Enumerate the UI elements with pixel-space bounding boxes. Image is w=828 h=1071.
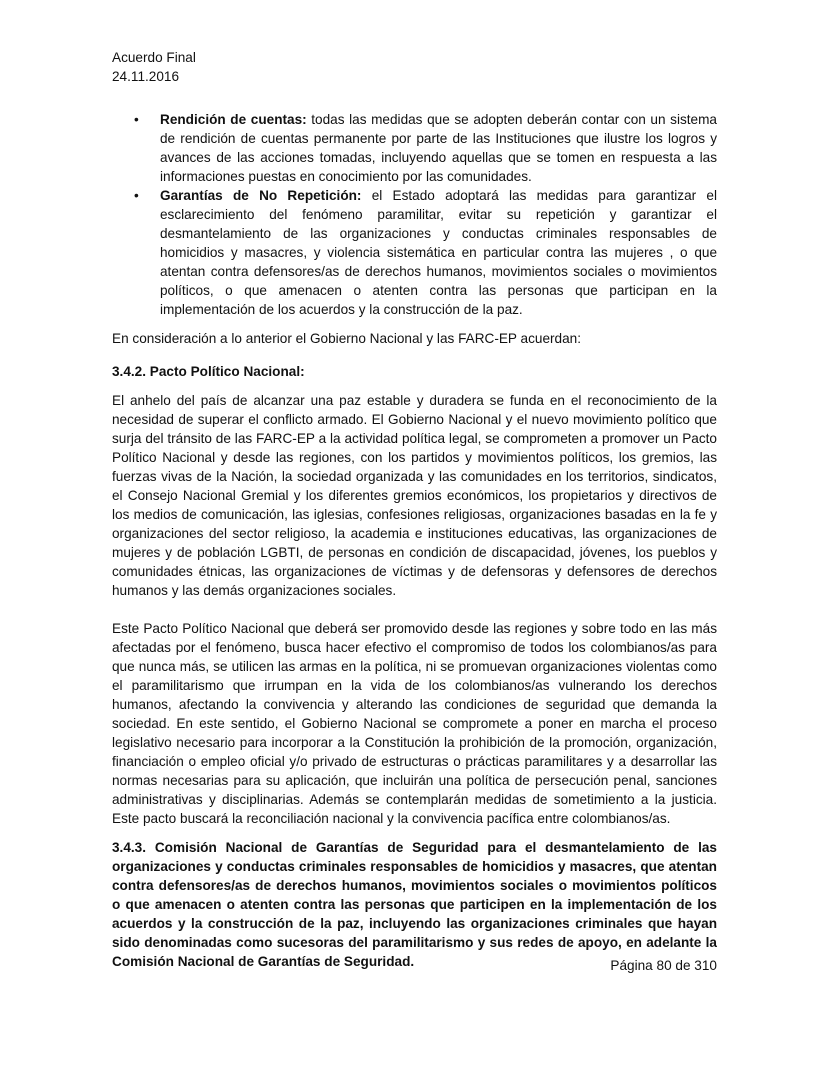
bullet-text: todas las medidas que se adopten deberán contar con un sistema de rendición de cuentas permanente por parte de las Instituciones que ilustre los logros y avances de las acciones tomadas, incluyendo aquellas que se tomen en respuesta a las informaciones puestas en conocimiento por las comunidades. [160, 112, 717, 184]
section-heading-343: 3.4.3. Comisión Nacional de Garantías de Seguridad para el desmantelamiento de las organizaciones y conductas criminales responsables de homicidios y masacres, que atentan contra defensores/as de derechos humanos, movimientos sociales o movimientos políticos o que amenacen o atenten contra las personas que participen en la implementación de los acuerdos y la construcción de la paz, incluyendo las organizaciones criminales que hayan sido denominadas como sucesoras del paramilitarismo y sus redes de apoyo, en adelante la Comisión Nacional de Garantías de Seguridad. [112, 840, 717, 969]
section-342-paragraph-2: Este Pacto Político Nacional que deberá ser promovido desde las regiones y sobre todo en las más afectadas por el fenómeno, busca hacer efectivo el compromiso de todos los colombianos/as para que nunca más, se utilicen las armas en la política, ni se promuevan organizaciones violentas como el paramilitarismo que irrumpan en la vida de los colombianos/as vulnerando los derechos humanos, afectando la convivencia y alterando las condiciones de seguridad que demanda la sociedad. En este sentido, el Gobierno Nacional se compromete a poner en marcha el proceso legislativo necesario para incorporar a la Constitución la prohibición de la promoción, organización, financiación o empleo oficial y/o privado de estructuras o prácticas paramilitares y a desarrollar las normas necesarias para su aplicación, que incluirán una política de persecución penal, sanciones administrativas y disciplinarias. Además se contemplarán medidas de sometimiento a la justicia. Este pacto buscará la reconciliación nacional y la convivencia pacífica entre colombianos/as. [112, 621, 717, 826]
bullet-list [112, 110, 717, 319]
bullet-term: Garantías de No Repetición: [160, 188, 362, 203]
bullet-icon: • [134, 188, 139, 203]
section-heading-342: 3.4.2. Pacto Político Nacional: [112, 364, 305, 379]
document-title: Acuerdo Final [112, 50, 196, 65]
intro-paragraph: En consideración a lo anterior el Gobierno Nacional y las FARC-EP acuerdan: [112, 331, 581, 346]
section-342-paragraph-1: El anhelo del país de alcanzar una paz estable y duradera se funda en el reconocimiento de la necesidad de superar el conflicto armado. El Gobierno Nacional y el nuevo movimiento político que surja del tránsito de las FARC-EP a la actividad política legal, se comprometen a promover un Pacto Político Nacional y desde las regiones, con los partidos y movimientos políticos, los gremios, las fuerzas vivas de la Nación, la sociedad organizada y las comunidades en los territorios, sindicatos, el Consejo Nacional Gremial y los diferentes gremios económicos, los propietarios y directivos de los medios de comunicación, las iglesias, confesiones religiosas, organizaciones basadas en la fe y organizaciones del sector religioso, la academia e instituciones educativas, las organizaciones de mujeres y de población LGBTI, de personas en condición de discapacidad, jóvenes, los pueblos y comunidades étnicas, las organizaciones de víctimas y de defensoras y defensores de derechos humanos y las demás organizaciones sociales. [112, 393, 717, 598]
bullet-item-rendicion [112, 110, 717, 186]
bullet-icon: • [134, 112, 139, 127]
document-date: 24.11.2016 [112, 69, 180, 84]
bullet-term: Rendición de cuentas: [160, 112, 307, 127]
bullet-text: el Estado adoptará las medidas para garantizar el esclarecimiento del fenómeno paramilitar, evitar su repetición y garantizar el desmantelamiento de las organizaciones y conductas criminales responsables de homicidios y masacres, y violencia sistemática en particular contra las mujeres , o que atentan contra defensores/as de derechos humanos, movimientos sociales o movimientos políticos, o que amenacen o atenten contra las personas que participan en la implementación de los acuerdos y la construcción de la paz. [160, 188, 717, 317]
bullet-item-garantias [112, 186, 717, 319]
page-number: Página 80 de 310 [610, 958, 717, 973]
page-content [112, 110, 717, 971]
page-header [112, 48, 196, 86]
